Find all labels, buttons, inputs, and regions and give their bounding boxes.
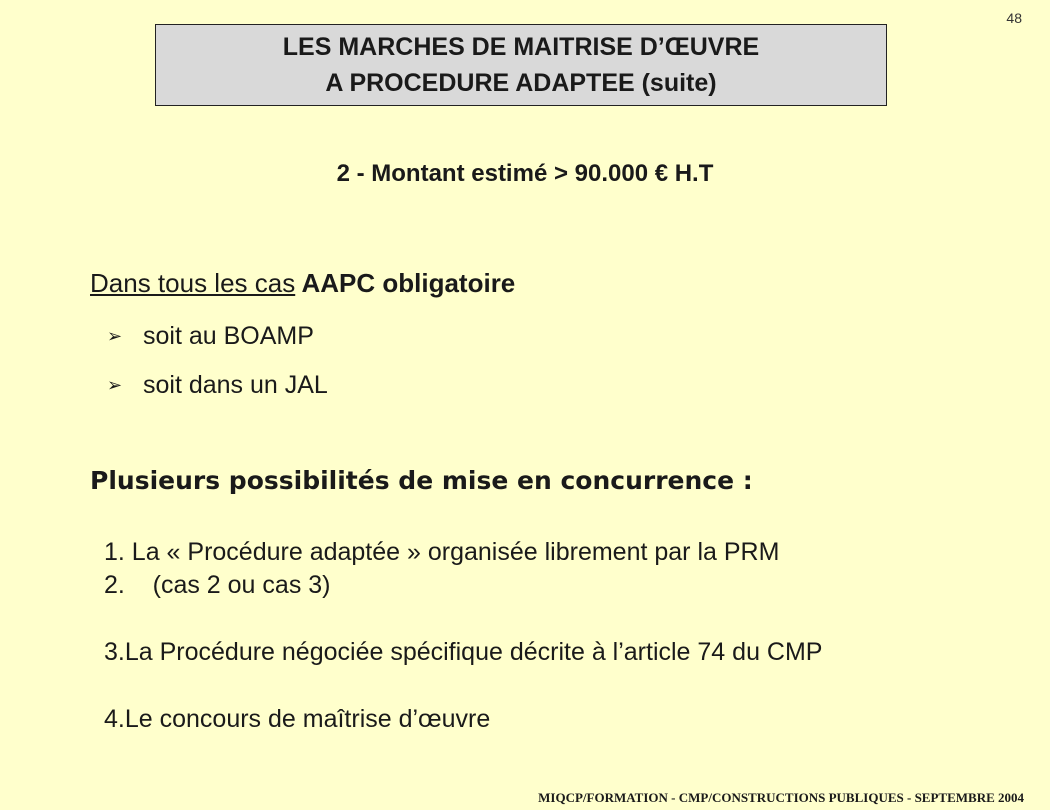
aapc-heading-underlined: Dans tous les cas xyxy=(90,268,296,298)
title-box xyxy=(155,24,887,106)
aapc-heading xyxy=(90,268,515,299)
arrow-bullet-icon: ➢ xyxy=(107,375,123,395)
list-item-2: 2. (cas 2 ou cas 3) xyxy=(104,571,331,599)
footer: MIQCP/FORMATION - CMP/CONSTRUCTIONS PUBLIQUES - SEPTEMBRE 2004 xyxy=(538,790,1024,805)
bullet-item-jal xyxy=(107,371,328,400)
bullet-text: soit dans un JAL xyxy=(143,371,328,399)
competition-heading: Plusieurs possibilités de mise en concurrence : xyxy=(90,466,753,495)
title-line-1: LES MARCHES DE MAITRISE D’ŒUVRE xyxy=(282,33,760,61)
page-number: 48 xyxy=(1006,10,1022,26)
title-line-2: A PROCEDURE ADAPTEE (suite) xyxy=(325,69,717,97)
list-item-1: 1. La « Procédure adaptée » organisée librement par la PRM xyxy=(104,538,780,566)
aapc-heading-rest: AAPC obligatoire xyxy=(295,268,516,298)
arrow-bullet-icon: ➢ xyxy=(107,326,123,346)
bullet-item-boamp xyxy=(107,322,314,351)
list-item-3: 3.La Procédure négociée spécifique décrite à l’article 74 du CMP xyxy=(104,638,823,666)
subtitle: 2 - Montant estimé > 90.000 € H.T xyxy=(336,160,714,187)
list-item-4: 4.Le concours de maîtrise d’œuvre xyxy=(104,705,491,733)
bullet-text: soit au BOAMP xyxy=(143,322,314,350)
